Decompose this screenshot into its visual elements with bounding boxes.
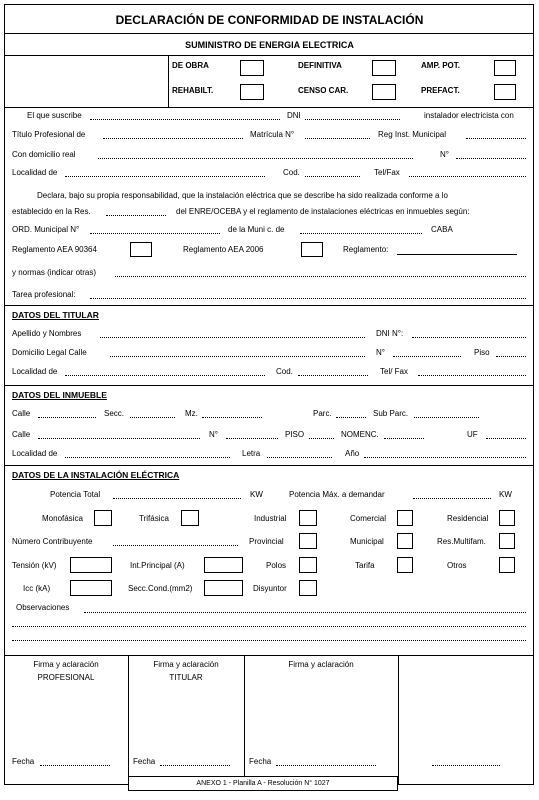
numero-contribuyente-label: Número Contribuyente bbox=[12, 537, 93, 546]
inmueble-calle-label: Calle bbox=[12, 409, 31, 418]
localidad-field[interactable] bbox=[65, 176, 265, 177]
reglamento-90364-checkbox[interactable] bbox=[130, 242, 152, 257]
domicilio-field[interactable] bbox=[98, 158, 413, 159]
divider bbox=[244, 655, 245, 785]
disyuntor-label: Disyuntor bbox=[253, 584, 287, 593]
mz-label: Mz. bbox=[185, 409, 198, 418]
mz-field[interactable] bbox=[202, 417, 262, 418]
icc-field[interactable] bbox=[70, 580, 112, 596]
option-prefact-checkbox[interactable] bbox=[494, 84, 516, 100]
de-la-muni-label: de la Muni c. de bbox=[228, 225, 285, 234]
parc-field[interactable] bbox=[336, 417, 366, 418]
provincial-label: Provincial bbox=[249, 537, 284, 546]
titular-localidad-field[interactable] bbox=[65, 375, 265, 376]
ord-municipal-field[interactable] bbox=[90, 233, 220, 234]
provincial-checkbox[interactable] bbox=[299, 533, 317, 549]
kw1-label: KW bbox=[250, 490, 263, 499]
instalador-label: instalador electricista con bbox=[424, 111, 514, 120]
titular-cod-label: Cod. bbox=[276, 367, 293, 376]
inmueble-heading: DATOS DEL INMUEBLE bbox=[12, 390, 107, 400]
titular-dni-label: DNI N°: bbox=[376, 329, 404, 338]
ord-municipal-label: ORD. Municipal N° bbox=[12, 225, 80, 234]
fecha-4-field[interactable] bbox=[432, 765, 500, 766]
titular-role-label: TITULAR bbox=[169, 673, 203, 682]
kw2-label: KW bbox=[499, 490, 512, 499]
titular-dni-field[interactable] bbox=[412, 337, 526, 338]
residencial-label: Residencial bbox=[447, 514, 489, 523]
inmueble-calle2-label: Calle bbox=[12, 430, 31, 439]
secc-label: Secc. bbox=[104, 409, 125, 418]
reglamento-90364-label: Reglamento AEA 90364 bbox=[12, 245, 97, 254]
res-multifam-label: Res.Multifam. bbox=[437, 537, 486, 546]
inmueble-piso-field[interactable] bbox=[309, 438, 334, 439]
otros-checkbox[interactable] bbox=[499, 557, 515, 573]
res-multifam-checkbox[interactable] bbox=[499, 533, 515, 549]
letra-label: Letra bbox=[242, 449, 261, 458]
declaration-text-2: del ENRE/OCEBA y el reglamento de instalaciones eléctricas en inmuebles según: bbox=[176, 207, 470, 216]
disyuntor-checkbox[interactable] bbox=[299, 580, 317, 596]
residencial-checkbox[interactable] bbox=[499, 510, 515, 526]
titular-tel-fax-field[interactable] bbox=[418, 375, 526, 376]
industrial-label: Industrial bbox=[254, 514, 287, 523]
cod-field[interactable] bbox=[305, 176, 360, 177]
potencia-total-label: Potencia Total bbox=[50, 490, 101, 499]
icc-label: Icc (kA) bbox=[23, 584, 51, 593]
titulo-field[interactable] bbox=[103, 138, 243, 139]
anio-label: Año bbox=[345, 449, 360, 458]
nomenc-label: NOMENC. bbox=[341, 430, 379, 439]
secc-field[interactable] bbox=[130, 417, 175, 418]
option-rehabilt-checkbox[interactable] bbox=[240, 84, 264, 100]
tel-fax-label: Tel/Fax bbox=[374, 168, 400, 177]
declaration-text: Declara, bajo su propia responsabilidad, que la instalación eléctrica que se describe ha sido realizada conforme a lo bbox=[37, 191, 448, 200]
matricula-field[interactable] bbox=[305, 138, 370, 139]
divider bbox=[168, 55, 169, 107]
option-censo-car-label: CENSO CAR. bbox=[298, 86, 349, 95]
municipio-field[interactable] bbox=[300, 233, 422, 234]
inmueble-localidad-field[interactable] bbox=[65, 457, 230, 458]
resolution-field[interactable] bbox=[106, 215, 166, 216]
divider bbox=[4, 385, 534, 386]
numero-label: N° bbox=[440, 150, 449, 159]
domicilio-legal-field[interactable] bbox=[110, 356, 365, 357]
tarea-label: Tarea profesional: bbox=[12, 290, 76, 299]
otros-label: Otros bbox=[447, 561, 467, 570]
matricula-label: Matrícula N° bbox=[250, 130, 295, 139]
inmueble-calle-field[interactable] bbox=[38, 417, 96, 418]
domicilio-label: Con domicilio real bbox=[12, 150, 76, 159]
option-de-obra-label: DE OBRA bbox=[172, 61, 209, 70]
option-definitiva-checkbox[interactable] bbox=[372, 60, 396, 76]
apellido-label: Apellido y Nombres bbox=[12, 329, 82, 338]
titular-localidad-label: Localidad de bbox=[12, 367, 58, 376]
fecha-2-field[interactable] bbox=[160, 765, 230, 766]
reglamento-2006-label: Reglamento AEA 2006 bbox=[183, 245, 264, 254]
profesional-role-label: PROFESIONAL bbox=[37, 673, 95, 682]
observaciones-label: Observaciones bbox=[16, 603, 70, 612]
localidad-label: Localidad de bbox=[12, 168, 58, 177]
option-censo-car-checkbox[interactable] bbox=[372, 84, 396, 100]
letra-field[interactable] bbox=[267, 457, 332, 458]
firma-profesional-label: Firma y aclaración bbox=[33, 660, 99, 669]
int-principal-field[interactable] bbox=[204, 557, 243, 573]
tension-label: Tensión (kV) bbox=[12, 561, 57, 570]
fecha-3-field[interactable] bbox=[276, 765, 376, 766]
fecha-3-label: Fecha bbox=[249, 757, 272, 766]
titular-cod-field[interactable] bbox=[298, 375, 368, 376]
reg-inst-label: Reg Inst. Municipal bbox=[378, 130, 447, 139]
fecha-2-label: Fecha bbox=[133, 757, 156, 766]
numero-field[interactable] bbox=[456, 158, 526, 159]
firma-titular-label: Firma y aclaración bbox=[153, 660, 219, 669]
titular-piso-label: Piso bbox=[474, 348, 490, 357]
annex-footer: ANEXO 1 - Planilla A - Resolución N° 1027 bbox=[128, 776, 398, 791]
divider bbox=[4, 465, 534, 466]
tel-fax-field[interactable] bbox=[409, 176, 526, 177]
titular-numero-label: N° bbox=[376, 348, 385, 357]
divider bbox=[4, 107, 534, 108]
numero-contribuyente-field[interactable] bbox=[113, 545, 238, 546]
dni-label: DNI bbox=[287, 111, 301, 120]
divider bbox=[4, 33, 534, 34]
secc-cond-label: Secc.Cond.(mm2) bbox=[128, 584, 193, 593]
normas-field[interactable] bbox=[115, 276, 526, 277]
instalacion-heading: DATOS DE LA INSTALACIÓN ELÉCTRICA bbox=[12, 470, 180, 480]
uf-field[interactable] bbox=[486, 438, 526, 439]
cod-label: Cod. bbox=[283, 168, 300, 177]
polos-checkbox[interactable] bbox=[299, 557, 317, 573]
firma-third-label: Firma y aclaración bbox=[288, 660, 354, 669]
titulo-label: Título Profesional de bbox=[12, 130, 86, 139]
tension-field[interactable] bbox=[70, 557, 112, 573]
inmueble-numero-label: N° bbox=[209, 430, 218, 439]
divider bbox=[4, 55, 534, 56]
option-rehabilt-label: REHABILT. bbox=[172, 86, 214, 95]
monofasica-label: Monofásica bbox=[42, 514, 83, 523]
anio-field[interactable] bbox=[364, 457, 526, 458]
observaciones-line-3[interactable] bbox=[12, 640, 526, 641]
divider bbox=[398, 655, 399, 785]
inmueble-localidad-label: Localidad de bbox=[12, 449, 58, 458]
municipal-checkbox[interactable] bbox=[397, 533, 413, 549]
tarifa-label: Tarifa bbox=[355, 561, 375, 570]
fecha-1-label: Fecha bbox=[12, 757, 35, 766]
titular-piso-field[interactable] bbox=[496, 356, 526, 357]
monofasica-checkbox[interactable] bbox=[94, 510, 112, 526]
dni-field[interactable] bbox=[305, 119, 400, 120]
tarea-field[interactable] bbox=[90, 298, 526, 299]
domicilio-legal-label: Domicilio Legal Calle bbox=[12, 348, 87, 357]
fecha-1-field[interactable] bbox=[40, 765, 110, 766]
trifasica-checkbox[interactable] bbox=[181, 510, 199, 526]
option-amp-pot-label: AMP. POT. bbox=[421, 61, 460, 70]
comercial-checkbox[interactable] bbox=[397, 510, 413, 526]
reglamento-label: Reglamento: bbox=[343, 245, 389, 254]
observaciones-field[interactable] bbox=[84, 612, 526, 613]
nomenc-field[interactable] bbox=[384, 438, 424, 439]
el-que-suscribe-label: El que suscribe bbox=[27, 111, 82, 120]
divider bbox=[4, 305, 534, 306]
int-principal-label: Int.Principal (A) bbox=[130, 561, 185, 570]
form-title: DECLARACIÓN DE CONFORMIDAD DE INSTALACIÓN bbox=[115, 13, 424, 27]
reglamento-field[interactable] bbox=[397, 254, 517, 255]
titular-heading: DATOS DEL TITULAR bbox=[12, 310, 99, 320]
divider bbox=[4, 655, 534, 656]
titular-tel-fax-label: Tel/ Fax bbox=[380, 367, 409, 376]
potencia-max-label: Potencia Máx. a demandar bbox=[289, 490, 385, 499]
sub-parc-label: Sub Parc. bbox=[373, 409, 409, 418]
reg-inst-field[interactable] bbox=[466, 138, 526, 139]
option-de-obra-checkbox[interactable] bbox=[240, 60, 264, 76]
uf-label: UF bbox=[467, 430, 478, 439]
municipal-label: Municipal bbox=[350, 537, 384, 546]
observaciones-line-2[interactable] bbox=[12, 626, 526, 627]
form-subtitle: SUMINISTRO DE ENERGIA ELECTRICA bbox=[185, 40, 354, 50]
potencia-total-field[interactable] bbox=[113, 498, 241, 499]
comercial-label: Comercial bbox=[350, 514, 387, 523]
inmueble-calle2-field[interactable] bbox=[38, 438, 200, 439]
option-definitiva-label: DEFINITIVA bbox=[298, 61, 342, 70]
reglamento-2006-checkbox[interactable] bbox=[301, 242, 323, 257]
inmueble-numero-field[interactable] bbox=[226, 438, 278, 439]
polos-label: Polos bbox=[266, 561, 287, 570]
inmueble-piso-label: PISO bbox=[285, 430, 305, 439]
titular-numero-field[interactable] bbox=[393, 356, 461, 357]
option-prefact-label: PREFACT. bbox=[421, 86, 460, 95]
tarifa-checkbox[interactable] bbox=[397, 557, 413, 573]
sub-parc-field[interactable] bbox=[414, 417, 479, 418]
industrial-checkbox[interactable] bbox=[299, 510, 317, 526]
trifasica-label: Trifásica bbox=[139, 514, 169, 523]
potencia-max-field[interactable] bbox=[413, 498, 491, 499]
caba-label: CABA bbox=[431, 225, 453, 234]
apellido-field[interactable] bbox=[100, 337, 365, 338]
option-amp-pot-checkbox[interactable] bbox=[494, 60, 516, 76]
secc-cond-field[interactable] bbox=[204, 580, 243, 596]
normas-label: y normas (indicar otras) bbox=[12, 268, 97, 277]
parc-label: Parc. bbox=[313, 409, 332, 418]
el-que-suscribe-field[interactable] bbox=[90, 119, 280, 120]
declaration-res-label: establecido en la Res. bbox=[12, 207, 91, 216]
